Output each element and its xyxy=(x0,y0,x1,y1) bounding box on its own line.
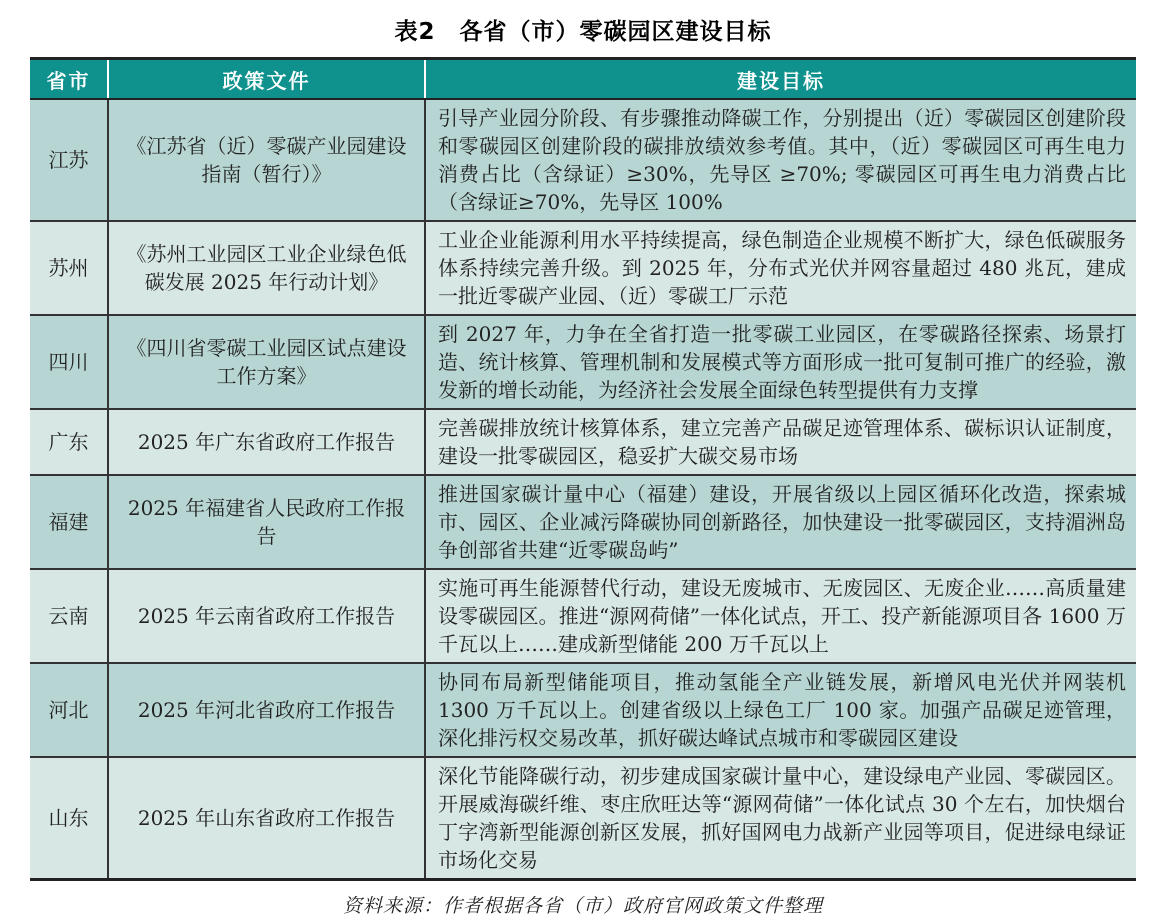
table-title: 表2 各省（市）零碳园区建设目标 xyxy=(394,19,772,45)
policy-cell: 《苏州工业园区工业企业绿色低碳发展 2025 年行动计划》 xyxy=(108,221,425,315)
province-cell: 广东 xyxy=(30,409,108,475)
column-header-goal: 建设目标 xyxy=(425,59,1136,100)
goal-cell: 工业企业能源利用水平持续提高，绿色制造企业规模不断扩大，绿色低碳服务体系持续完善升级。到 2025 年，分布式光伏并网容量超过 480 兆瓦，建成一批近零碳产业园、（近）零碳工厂示范 xyxy=(425,221,1136,315)
header-row xyxy=(30,59,1136,100)
column-header-province: 省市 xyxy=(30,59,108,100)
province-cell: 四川 xyxy=(30,315,108,409)
table-row-suzhou xyxy=(30,221,1136,315)
goal-cell: 到 2027 年，力争在全省打造一批零碳工业园区，在零碳路径探索、场景打造、统计核算、管理机制和发展模式等方面形成一批可复制可推广的经验，激发新的增长动能，为经济社会发展全面绿色转型提供有力支撑 xyxy=(425,315,1136,409)
goal-cell: 实施可再生能源替代行动，建设无废城市、无废园区、无废企业……高质量建设零碳园区。推进“源网荷储”一体化试点，开工、投产新能源项目各 1600 万千瓦以上……建成新型储能 200 万千瓦以上 xyxy=(425,569,1136,663)
province-cell: 河北 xyxy=(30,663,108,757)
goal-cell: 协同布局新型储能项目，推动氢能全产业链发展，新增风电光伏并网装机 1300 万千瓦以上。创建省级以上绿色工厂 100 家。加强产品碳足迹管理，深化排污权交易改革，抓好碳达峰试点城市和零碳园区建设 xyxy=(425,663,1136,757)
policy-cell: 2025 年河北省政府工作报告 xyxy=(108,663,425,757)
province-cell: 苏州 xyxy=(30,221,108,315)
page xyxy=(0,13,1166,917)
policy-table xyxy=(30,57,1136,881)
table-row-fujian xyxy=(30,475,1136,569)
province-cell: 山东 xyxy=(30,757,108,880)
table-row-sichuan xyxy=(30,315,1136,409)
goal-cell: 引导产业园分阶段、有步骤推动降碳工作，分别提出（近）零碳园区创建阶段和零碳园区创建阶段的碳排放绩效参考值。其中，（近）零碳园区可再生电力消费占比（含绿证）≥30%，先导区 ≥70%; 零碳园区可再生电力消费占比（含绿证≥70%，先导区 100% xyxy=(425,99,1136,221)
goal-cell: 推进国家碳计量中心（福建）建设，开展省级以上园区循环化改造，探索城市、园区、企业减污降碳协同创新路径，加快建设一批零碳园区，支持湄洲岛争创部省共建“近零碳岛屿” xyxy=(425,475,1136,569)
policy-cell: 《江苏省（近）零碳产业园建设指南（暂行）》 xyxy=(108,99,425,221)
table-row-hebei xyxy=(30,663,1136,757)
goal-cell: 完善碳排放统计核算体系，建立完善产品碳足迹管理体系、碳标识认证制度，建设一批零碳园区，稳妥扩大碳交易市场 xyxy=(425,409,1136,475)
goal-cell: 深化节能降碳行动，初步建成国家碳计量中心，建设绿电产业园、零碳园区。开展威海碳纤维、枣庄欣旺达等“源网荷储”一体化试点 30 个左右，加快烟台丁字湾新型能源创新区发展，抓好国网电力战新产业园等项目，促进绿电绿证市场化交易 xyxy=(425,757,1136,880)
table-row-jiangsu xyxy=(30,99,1136,221)
policy-cell: 2025 年山东省政府工作报告 xyxy=(108,757,425,880)
table-row-shandong xyxy=(30,757,1136,880)
policy-cell: 2025 年云南省政府工作报告 xyxy=(108,569,425,663)
policy-cell: 《四川省零碳工业园区试点建设工作方案》 xyxy=(108,315,425,409)
column-header-policy: 政策文件 xyxy=(108,59,425,100)
province-cell: 福建 xyxy=(30,475,108,569)
table-row-guangdong xyxy=(30,409,1136,475)
policy-cell: 2025 年广东省政府工作报告 xyxy=(108,409,425,475)
province-cell: 云南 xyxy=(30,569,108,663)
province-cell: 江苏 xyxy=(30,99,108,221)
table-row-yunnan xyxy=(30,569,1136,663)
table-header xyxy=(30,59,1136,100)
policy-cell: 2025 年福建省人民政府工作报告 xyxy=(108,475,425,569)
source-note: 资料来源：作者根据各省（市）政府官网政策文件整理 xyxy=(342,895,823,917)
